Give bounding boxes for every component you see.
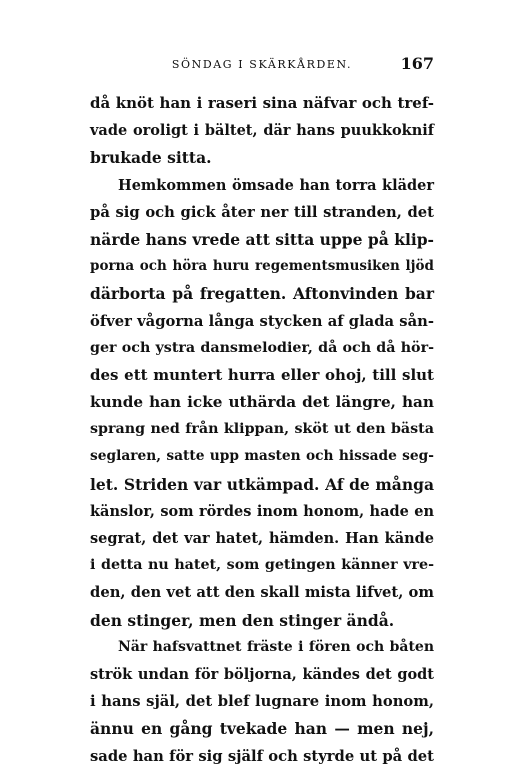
- body-text: [90, 90, 434, 770]
- text-line: kunde han icke uthärda det längre, han: [90, 393, 434, 412]
- text-line: strök undan för böljorna, kändes det godt: [90, 665, 434, 683]
- text-line: närde hans vrede att sitta uppe på klip-: [90, 229, 434, 249]
- text-line: öfver vågorna långa stycken af glada sån-: [90, 312, 434, 330]
- text-line: let. Striden var utkämpad. Af de många: [90, 474, 434, 494]
- text-line: ger och ystra dansmelodier, då och då hör-: [90, 339, 434, 356]
- text-line: i detta nu hatet, som getingen känner vre-: [90, 557, 434, 574]
- running-header: [90, 54, 434, 76]
- text-line: brukade sitta.: [90, 148, 212, 168]
- text-line: seglaren, satte upp masten och hissade seg-: [90, 448, 434, 465]
- text-line: i hans själ, det blef lugnare inom honom,: [90, 693, 434, 711]
- text-line: den stinger, men den stinger ändå.: [90, 610, 395, 630]
- text-line: des ett muntert hurra eller ohoj, till slut: [90, 365, 434, 384]
- text-line: ännu en gång tvekade han — men nej,: [90, 719, 434, 739]
- text-line: Hemkommen ömsade han torra kläder: [118, 176, 434, 194]
- text-line: segrat, det var hatet, hämden. Han kände: [90, 530, 434, 547]
- text-line: på sig och gick åter ner till stranden, det: [90, 203, 434, 221]
- text-line: När hafsvattnet fräste i fören och båten: [118, 638, 434, 655]
- text-line: sade han för sig själf och styrde ut på det: [90, 747, 434, 765]
- text-line: den, den vet att den skall mista lifvet, om: [90, 584, 434, 602]
- text-line: vade oroligt i bältet, där hans puukkoknif: [90, 122, 434, 140]
- running-title: SÖNDAG I SKÄRKÅRDEN.: [171, 58, 353, 71]
- text-line: porna och höra huru regementsmusiken ljöd: [90, 258, 434, 275]
- page-number: 167: [400, 54, 434, 73]
- text-line: då knöt han i raseri sina näfvar och tref-: [90, 94, 434, 112]
- text-line: därborta på fregatten. Aftonvinden bar: [90, 284, 434, 304]
- text-line: sprang ned från klippan, sköt ut den bästa: [90, 421, 434, 438]
- text-line: känslor, som rördes inom honom, hade en: [90, 502, 434, 520]
